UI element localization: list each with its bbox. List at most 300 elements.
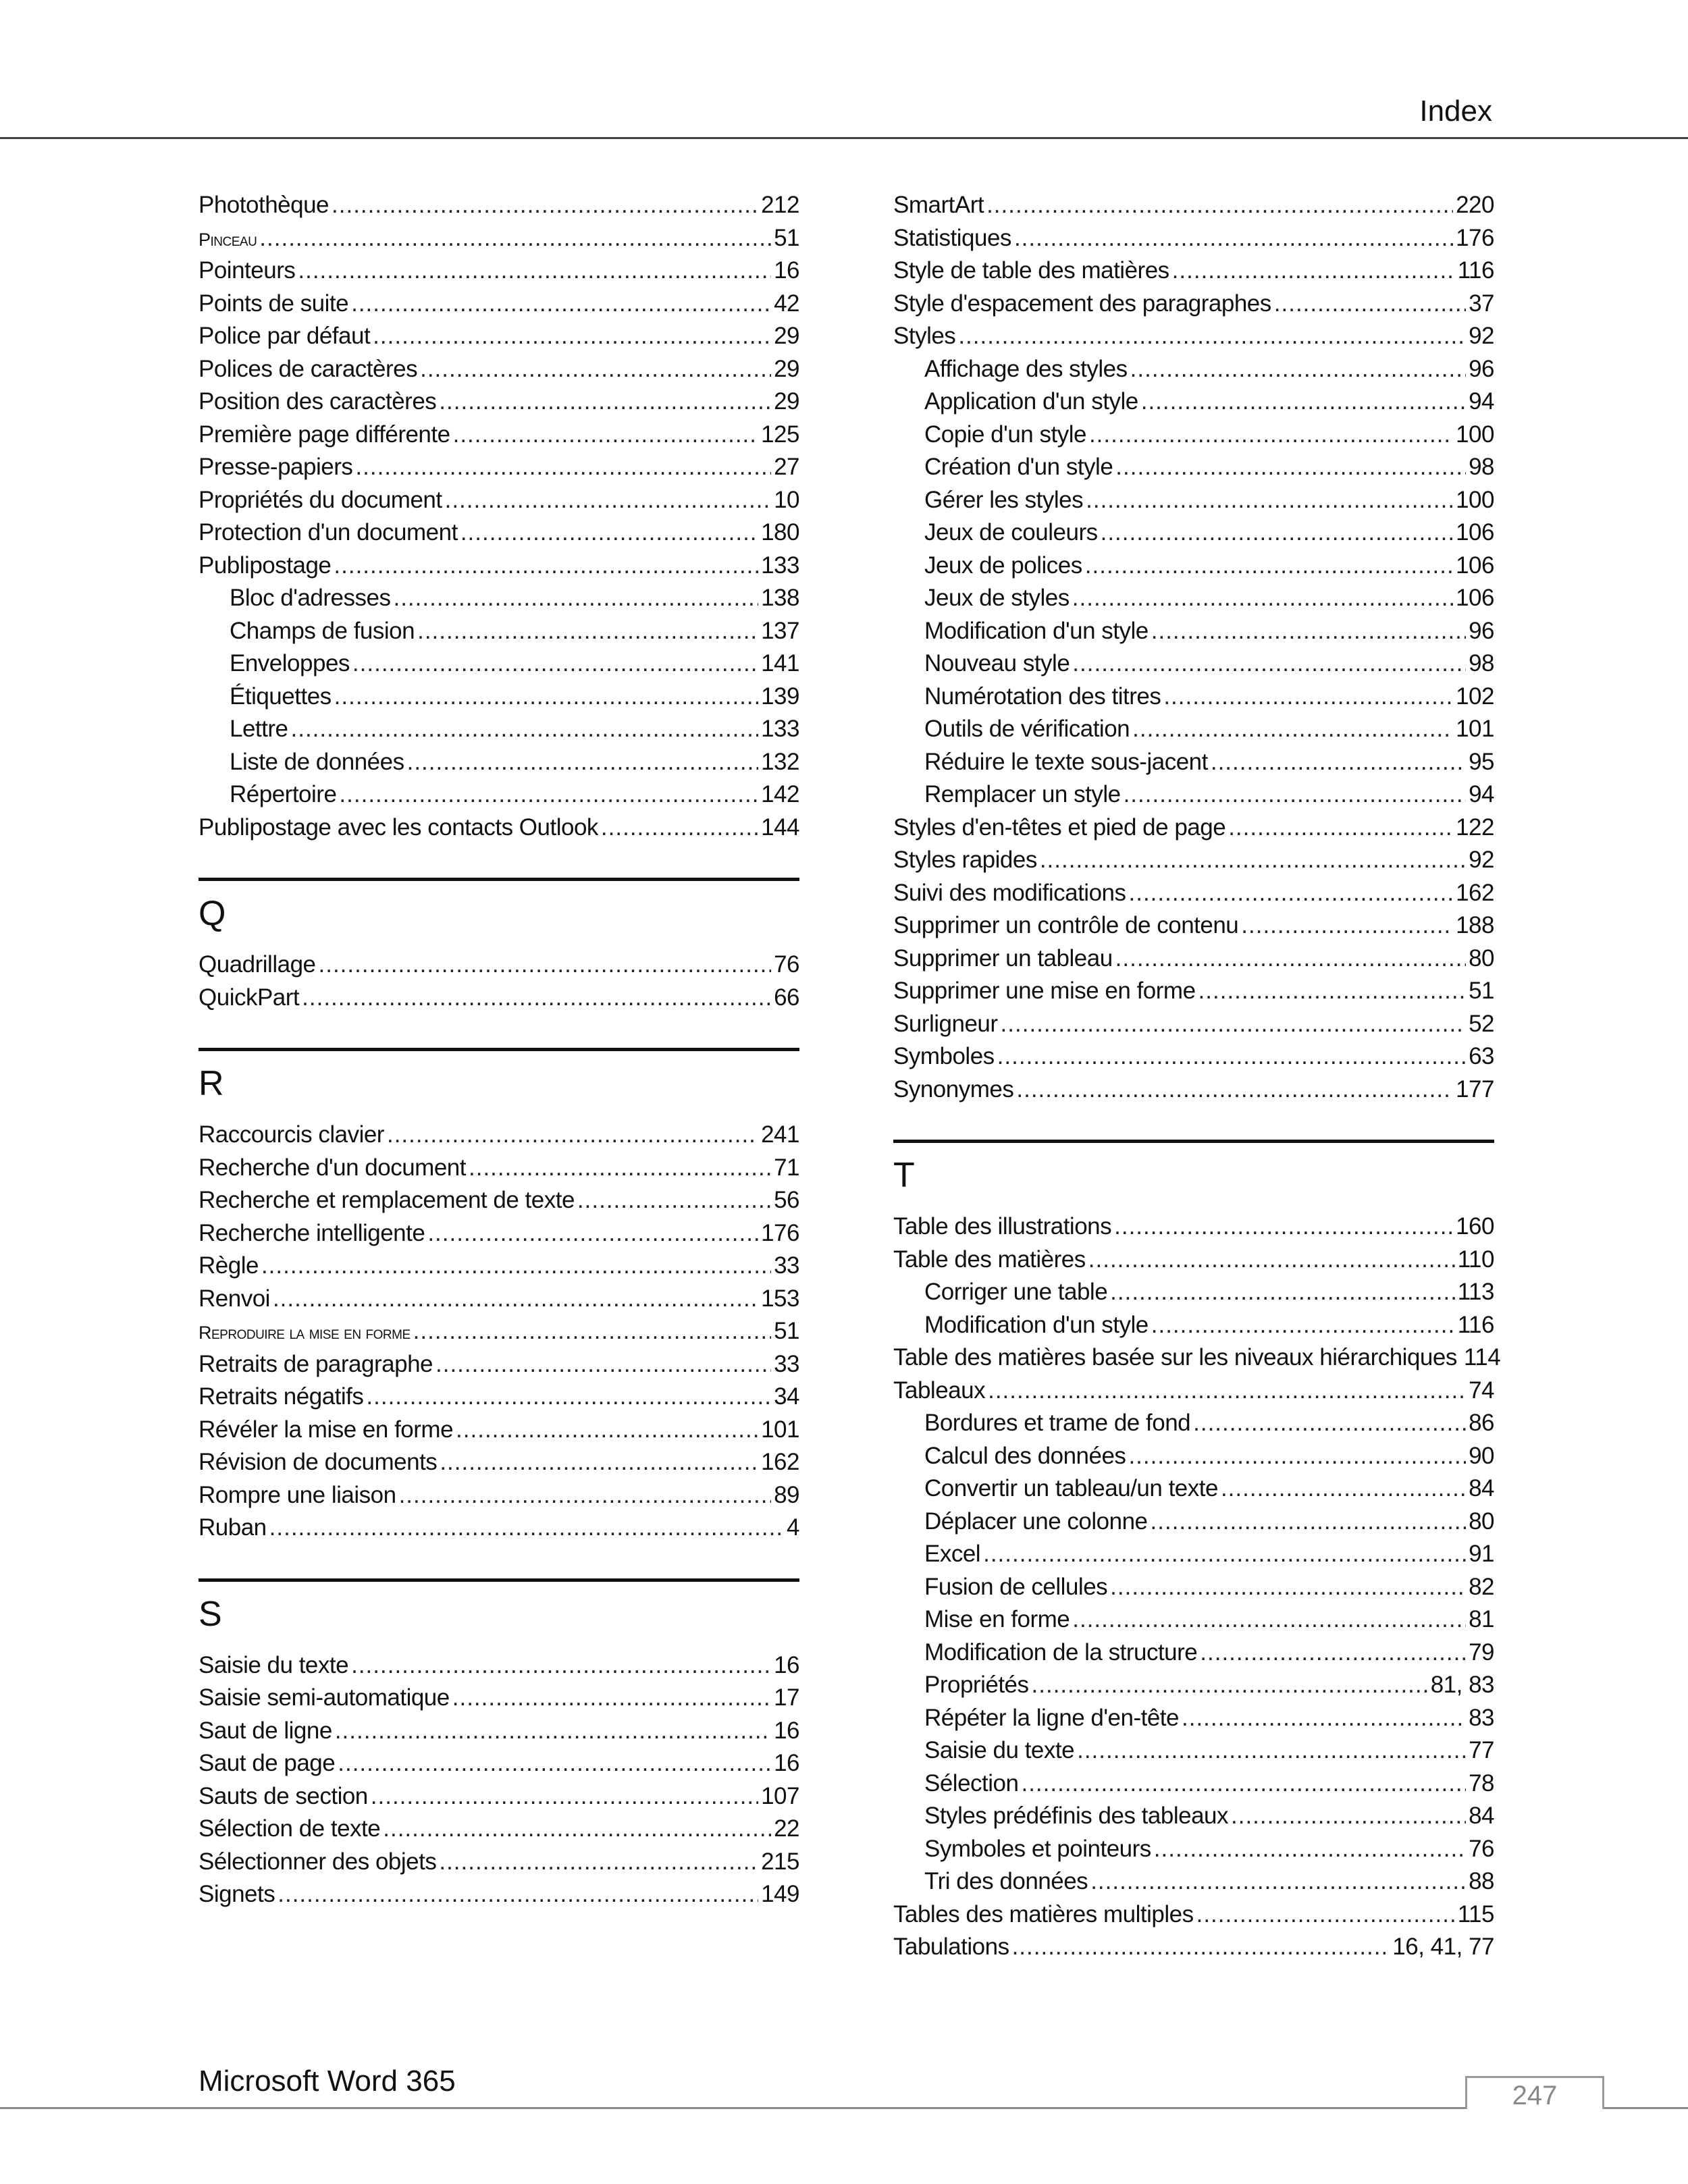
index-entry-page: 96 bbox=[1469, 355, 1494, 382]
index-entry-page: 212 bbox=[761, 192, 799, 218]
index-entry bbox=[199, 1318, 799, 1351]
index-section bbox=[893, 1140, 1501, 1967]
index-entry bbox=[893, 192, 1494, 225]
index-entry-page: 91 bbox=[1469, 1541, 1494, 1567]
index-entry-page: 133 bbox=[761, 552, 799, 579]
dot-leader bbox=[261, 1252, 771, 1279]
dot-leader bbox=[351, 1652, 771, 1679]
index-subentry bbox=[893, 1410, 1494, 1443]
dot-leader bbox=[986, 192, 1453, 219]
index-entry-page: 89 bbox=[774, 1481, 799, 1508]
dot-leader bbox=[439, 1848, 758, 1875]
index-entry-page: 160 bbox=[1456, 1213, 1494, 1240]
page-number: 247 bbox=[1465, 2076, 1604, 2109]
footer-rule bbox=[0, 2107, 1688, 2109]
index-subentry bbox=[893, 716, 1494, 749]
index-entry-page: 33 bbox=[774, 1252, 799, 1279]
index-entry bbox=[199, 552, 799, 585]
index-entry-page: 83 bbox=[1469, 1704, 1494, 1731]
dot-leader bbox=[351, 290, 771, 317]
index-entry-label: Recherche intelligente bbox=[199, 1219, 425, 1246]
index-entry bbox=[893, 912, 1494, 945]
index-entry bbox=[893, 1377, 1494, 1410]
index-entry-page: 77 bbox=[1469, 1737, 1494, 1763]
index-entry-label: Copie d'un style bbox=[924, 421, 1086, 448]
index-subentry bbox=[199, 683, 799, 716]
index-entry-page: 52 bbox=[1469, 1010, 1494, 1037]
index-entry-label: Modification d'un style bbox=[924, 1311, 1149, 1338]
index-entry bbox=[893, 880, 1494, 913]
index-entry-label: Déplacer une colonne bbox=[924, 1508, 1148, 1535]
index-entry-label: Propriétés bbox=[924, 1672, 1029, 1698]
index-entry-page: 79 bbox=[1469, 1639, 1494, 1666]
index-entry-page: 122 bbox=[1456, 814, 1494, 841]
index-subentry bbox=[199, 781, 799, 814]
index-entry-page: 42 bbox=[774, 290, 799, 317]
index-entry bbox=[199, 1652, 799, 1685]
dot-leader bbox=[1151, 618, 1466, 645]
index-entry-label: Saisie semi-automatique bbox=[199, 1684, 450, 1711]
index-entry bbox=[199, 1252, 799, 1285]
index-entry bbox=[199, 192, 799, 225]
dot-leader bbox=[1089, 421, 1453, 448]
dot-leader bbox=[366, 1383, 771, 1410]
index-entry-label: Style d'espacement des paragraphes bbox=[893, 290, 1271, 317]
index-entry-label: Jeux de couleurs bbox=[924, 519, 1098, 545]
index-entry bbox=[199, 356, 799, 389]
index-subentry bbox=[893, 487, 1494, 520]
dot-leader bbox=[302, 984, 771, 1011]
dot-leader bbox=[958, 323, 1466, 350]
index-entry-label: Surligneur bbox=[893, 1010, 998, 1037]
dot-leader bbox=[988, 1377, 1466, 1404]
index-entry-page: 115 bbox=[1457, 1900, 1494, 1927]
index-entry-label: Tables des matières multiples bbox=[893, 1900, 1194, 1927]
index-subentry bbox=[893, 454, 1494, 487]
dot-leader bbox=[1114, 1213, 1453, 1240]
index-entry-page: 107 bbox=[761, 1782, 799, 1809]
dot-leader bbox=[453, 421, 759, 448]
index-section bbox=[199, 1578, 799, 1914]
index-entry-label: Reproduire la mise en forme bbox=[199, 1323, 411, 1343]
header-rule bbox=[0, 137, 1688, 139]
index-entry-label: Révision de documents bbox=[199, 1449, 438, 1475]
index-entry bbox=[893, 978, 1494, 1011]
dot-leader bbox=[1221, 1475, 1466, 1502]
index-entry-page: 80 bbox=[1469, 1508, 1494, 1535]
dot-leader bbox=[1130, 356, 1466, 383]
dot-leader bbox=[1141, 388, 1466, 415]
index-entry-page: 162 bbox=[1456, 879, 1494, 906]
dot-leader bbox=[387, 1121, 758, 1148]
index-entry-page: 101 bbox=[761, 1416, 799, 1443]
index-entry-label: Enveloppes bbox=[230, 650, 350, 676]
index-entry bbox=[199, 951, 799, 984]
index-entry bbox=[199, 388, 799, 421]
index-entry-page: 141 bbox=[761, 650, 799, 676]
index-entry-label: Presse-papiers bbox=[199, 454, 353, 480]
dot-leader bbox=[393, 585, 758, 612]
index-entry-label: Nouveau style bbox=[924, 650, 1070, 676]
dot-leader bbox=[269, 1514, 784, 1541]
dot-leader bbox=[1128, 1443, 1466, 1470]
index-entry-page: 17 bbox=[774, 1684, 799, 1711]
index-entry-label: Retraits négatifs bbox=[199, 1383, 364, 1410]
dot-leader bbox=[983, 1541, 1466, 1568]
index-entry bbox=[199, 225, 799, 258]
index-column-left bbox=[199, 192, 799, 1914]
index-entry-label: Modification d'un style bbox=[924, 617, 1149, 644]
index-entry bbox=[199, 1154, 799, 1188]
index-entry-page: 29 bbox=[774, 355, 799, 382]
index-entry bbox=[199, 454, 799, 487]
index-entry-label: Modification de la structure bbox=[924, 1639, 1198, 1666]
index-section bbox=[199, 1048, 799, 1547]
index-entry bbox=[199, 1416, 799, 1449]
dot-leader bbox=[399, 1482, 772, 1509]
index-entry-label: Styles d'en-têtes et pied de page bbox=[893, 814, 1226, 841]
index-entry-label: Gérer les styles bbox=[924, 486, 1084, 513]
index-entry bbox=[199, 1220, 799, 1253]
index-entry bbox=[893, 290, 1494, 323]
index-entry-page: 22 bbox=[774, 1815, 799, 1842]
index-entry bbox=[893, 323, 1494, 356]
section-rule bbox=[199, 1048, 799, 1051]
index-entry-page: 27 bbox=[774, 454, 799, 480]
index-entry-label: Étiquettes bbox=[230, 683, 332, 710]
index-entry bbox=[893, 1344, 1501, 1377]
index-entry-label: Saut de page bbox=[199, 1750, 336, 1776]
index-subentry bbox=[199, 585, 799, 618]
dot-leader bbox=[1086, 487, 1453, 514]
index-entry bbox=[199, 421, 799, 454]
dot-leader bbox=[456, 1416, 758, 1443]
index-entry-page: 86 bbox=[1469, 1410, 1494, 1436]
index-entry-label: Convertir un tableau/un texte bbox=[924, 1475, 1218, 1501]
index-subentry bbox=[893, 421, 1494, 454]
index-entry-page: 16, 41, 77 bbox=[1392, 1934, 1494, 1960]
index-entry-page: 29 bbox=[774, 388, 799, 415]
index-entry-label: Jeux de polices bbox=[924, 552, 1082, 579]
index-subentry bbox=[893, 1475, 1494, 1508]
dot-leader bbox=[440, 1449, 758, 1476]
index-entry bbox=[893, 225, 1494, 258]
index-entry-label: Affichage des styles bbox=[924, 355, 1128, 382]
index-entry-page: 29 bbox=[774, 323, 799, 349]
index-entry-label: Répéter la ligne d'en-tête bbox=[924, 1704, 1179, 1731]
index-entry bbox=[199, 487, 799, 520]
index-entry-label: Protection d'un document bbox=[199, 519, 458, 545]
index-entry bbox=[199, 1717, 799, 1751]
index-entry-label: Mise en forme bbox=[924, 1606, 1070, 1632]
dot-leader bbox=[278, 1881, 758, 1908]
index-entry-page: 51 bbox=[774, 224, 799, 251]
dot-leader bbox=[291, 716, 759, 743]
index-subentry bbox=[893, 749, 1494, 782]
index-entry bbox=[199, 1482, 799, 1515]
index-entry-label: Publipostage avec les contacts Outlook bbox=[199, 814, 598, 841]
index-entry-label: Raccourcis clavier bbox=[199, 1121, 384, 1148]
index-entry-page: 241 bbox=[761, 1121, 799, 1148]
index-entry-label: Corriger une table bbox=[924, 1279, 1108, 1305]
index-entry-page: 102 bbox=[1456, 683, 1494, 710]
dot-leader bbox=[298, 257, 771, 284]
index-entry-label: Position des caractères bbox=[199, 388, 437, 415]
index-entry-page: 90 bbox=[1469, 1442, 1494, 1469]
index-entry-page: 100 bbox=[1456, 421, 1494, 448]
index-subentry bbox=[893, 1443, 1494, 1476]
index-entry-label: Bordures et trame de fond bbox=[924, 1410, 1191, 1436]
dot-leader bbox=[383, 1815, 771, 1842]
index-entry-label: Propriétés du document bbox=[199, 486, 442, 513]
index-entry-label: Styles prédéfinis des tableaux bbox=[924, 1803, 1228, 1829]
index-entry bbox=[199, 1187, 799, 1220]
index-entry-page: 16 bbox=[774, 1750, 799, 1776]
index-entry-page: 100 bbox=[1456, 486, 1494, 513]
dot-leader bbox=[1115, 454, 1466, 481]
index-entry-label: Calcul des données bbox=[924, 1442, 1126, 1469]
index-entry-page: 37 bbox=[1469, 290, 1494, 317]
index-entry-page: 56 bbox=[774, 1187, 799, 1213]
index-entry-label: Outils de vérification bbox=[924, 716, 1130, 742]
index-entry bbox=[199, 1121, 799, 1154]
index-entry-label: Tri des données bbox=[924, 1868, 1088, 1894]
index-entry-page: 176 bbox=[761, 1219, 799, 1246]
dot-leader bbox=[373, 323, 771, 350]
index-subentry bbox=[893, 618, 1494, 651]
index-entry-label: Renvoi bbox=[199, 1285, 270, 1312]
index-entry-label: Photothèque bbox=[199, 192, 329, 218]
index-subentry bbox=[893, 1508, 1494, 1541]
dot-leader bbox=[577, 1187, 771, 1214]
index-subentry bbox=[893, 781, 1494, 814]
index-entry-label: Styles bbox=[893, 323, 956, 349]
index-subentry bbox=[893, 519, 1494, 552]
index-entry-page: 180 bbox=[761, 519, 799, 545]
index-entry-label: Recherche et remplacement de texte bbox=[199, 1187, 575, 1213]
index-entry-page: 16 bbox=[774, 257, 799, 284]
index-entry bbox=[199, 1514, 799, 1547]
dot-leader bbox=[1228, 814, 1453, 841]
index-entry-page: 113 bbox=[1457, 1279, 1494, 1305]
dot-leader bbox=[319, 951, 772, 978]
index-entry-page: 137 bbox=[761, 617, 799, 644]
dot-leader bbox=[1040, 847, 1466, 874]
section-rule bbox=[893, 1140, 1494, 1143]
index-entry-page: 106 bbox=[1456, 585, 1494, 611]
index-subentry bbox=[893, 388, 1494, 421]
dot-leader bbox=[1090, 1868, 1466, 1895]
index-entry-page: 51 bbox=[774, 1318, 799, 1344]
index-subentry bbox=[893, 1770, 1494, 1803]
index-entry-page: 74 bbox=[1469, 1377, 1494, 1404]
index-entry-label: Champs de fusion bbox=[230, 617, 415, 644]
index-entry bbox=[199, 1449, 799, 1482]
index-entry-label: Sélectionner des objets bbox=[199, 1848, 437, 1875]
dot-leader bbox=[1172, 257, 1455, 284]
index-entry-label: Pinceau bbox=[199, 229, 257, 250]
dot-leader bbox=[273, 1285, 758, 1312]
dot-leader bbox=[1151, 1508, 1467, 1535]
index-entry bbox=[893, 847, 1494, 880]
index-entry bbox=[893, 1246, 1494, 1279]
index-entry-label: QuickPart bbox=[199, 984, 300, 1011]
index-entry-page: 10 bbox=[774, 486, 799, 513]
dot-leader bbox=[1110, 1574, 1466, 1601]
index-subentry bbox=[893, 1541, 1494, 1574]
dot-leader bbox=[1198, 978, 1467, 1005]
dot-leader bbox=[1129, 880, 1454, 907]
index-entry-label: Polices de caractères bbox=[199, 355, 418, 382]
index-entry-label: Numérotation des titres bbox=[924, 683, 1161, 710]
dot-leader bbox=[335, 1717, 771, 1744]
index-entry-page: 66 bbox=[774, 984, 799, 1011]
index-entry bbox=[199, 257, 799, 290]
section-letter: T bbox=[893, 1156, 915, 1195]
index-subentry bbox=[893, 1312, 1494, 1345]
index-entry bbox=[893, 1076, 1494, 1109]
index-entry-label: Retraits de paragraphe bbox=[199, 1350, 433, 1377]
index-entry-label: Suivi des modifications bbox=[893, 879, 1126, 906]
index-entry-page: 188 bbox=[1456, 912, 1494, 938]
index-entry-page: 78 bbox=[1469, 1769, 1494, 1796]
index-entry-page: 142 bbox=[761, 781, 799, 807]
index-entry-label: Table des matières bbox=[893, 1246, 1086, 1273]
dot-leader bbox=[1016, 1076, 1453, 1103]
index-entry-label: Saut de ligne bbox=[199, 1717, 332, 1744]
dot-leader bbox=[259, 225, 771, 252]
index-entry bbox=[893, 1901, 1494, 1934]
dot-leader bbox=[1231, 1803, 1466, 1830]
index-entry-label: Pointeurs bbox=[199, 257, 296, 284]
index-entry-label: Publipostage bbox=[199, 552, 332, 579]
index-subentry bbox=[199, 650, 799, 683]
index-entry-page: 33 bbox=[774, 1350, 799, 1377]
index-entry-label: Symboles bbox=[893, 1043, 995, 1069]
index-subentry bbox=[893, 1279, 1494, 1312]
dot-leader bbox=[352, 650, 758, 677]
index-entry-label: Synonymes bbox=[893, 1075, 1014, 1102]
index-entry-label: Règle bbox=[199, 1252, 259, 1279]
index-entry-label: Saisie du texte bbox=[199, 1651, 349, 1678]
dot-leader bbox=[1012, 1934, 1390, 1961]
index-entry-page: 34 bbox=[774, 1383, 799, 1410]
index-entry-page: 76 bbox=[1469, 1835, 1494, 1862]
dot-leader bbox=[1101, 519, 1453, 546]
index-entry-page: 51 bbox=[1469, 978, 1494, 1004]
dot-leader bbox=[1274, 290, 1466, 317]
index-entry-page: 138 bbox=[761, 585, 799, 611]
index-entry-page: 16 bbox=[774, 1717, 799, 1744]
dot-leader bbox=[1211, 749, 1466, 776]
index-subentry bbox=[893, 1803, 1494, 1836]
index-subentry bbox=[199, 618, 799, 651]
index-entry-page: 92 bbox=[1469, 323, 1494, 349]
dot-leader bbox=[436, 1351, 771, 1378]
index-entry-label: Styles rapides bbox=[893, 847, 1037, 873]
index-entry-page: 92 bbox=[1469, 847, 1494, 873]
dot-leader bbox=[407, 749, 758, 776]
index-entry-label: Bloc d'adresses bbox=[230, 585, 391, 611]
dot-leader bbox=[1193, 1410, 1466, 1437]
index-subentry bbox=[893, 1574, 1494, 1607]
dot-leader bbox=[1085, 552, 1453, 579]
index-entry-page: 80 bbox=[1469, 944, 1494, 971]
dot-leader bbox=[1021, 1770, 1466, 1797]
dot-leader bbox=[1110, 1279, 1455, 1306]
index-entry-label: Police par défaut bbox=[199, 323, 371, 349]
dot-leader bbox=[1001, 1011, 1467, 1038]
index-entry bbox=[199, 1750, 799, 1783]
index-entry-label: Supprimer un tableau bbox=[893, 944, 1113, 971]
index-subentry bbox=[893, 552, 1494, 585]
dot-leader bbox=[417, 618, 758, 645]
index-entry-page: 116 bbox=[1457, 1311, 1494, 1338]
dot-leader bbox=[427, 1220, 758, 1247]
index-entry-label: Fusion de cellules bbox=[924, 1573, 1108, 1600]
index-subentry bbox=[893, 683, 1494, 716]
index-entry bbox=[893, 257, 1494, 290]
index-entry-label: Statistiques bbox=[893, 224, 1011, 251]
dot-leader bbox=[1196, 1901, 1455, 1928]
index-entry bbox=[199, 519, 799, 552]
index-entry-page: 98 bbox=[1469, 650, 1494, 676]
index-entry-page: 176 bbox=[1456, 224, 1494, 251]
index-entry-label: Saisie du texte bbox=[924, 1737, 1075, 1763]
index-entry-page: 149 bbox=[761, 1881, 799, 1907]
index-entry-page: 84 bbox=[1469, 1803, 1494, 1829]
index-entry-page: 81 bbox=[1469, 1606, 1494, 1632]
index-entry-page: 106 bbox=[1456, 552, 1494, 579]
index-entry-page: 110 bbox=[1457, 1246, 1494, 1273]
index-entry-page: 101 bbox=[1456, 716, 1494, 742]
index-entry bbox=[199, 984, 799, 1017]
dot-leader bbox=[1163, 683, 1453, 710]
dot-leader bbox=[334, 552, 758, 579]
dot-leader bbox=[452, 1684, 771, 1711]
index-entry-page: 132 bbox=[761, 748, 799, 775]
index-entry-label: Supprimer une mise en forme bbox=[893, 978, 1196, 1004]
dot-leader bbox=[1200, 1639, 1466, 1666]
dot-leader bbox=[997, 1043, 1466, 1070]
index-entry bbox=[199, 1881, 799, 1914]
index-entry-label: Sélection bbox=[924, 1769, 1019, 1796]
index-entry-label: Sélection de texte bbox=[199, 1815, 381, 1842]
index-entry-page: 162 bbox=[761, 1449, 799, 1475]
dot-leader bbox=[420, 356, 771, 383]
index-entry-label: Tabulations bbox=[893, 1934, 1009, 1960]
index-entry-label: Tableaux bbox=[893, 1377, 986, 1404]
index-entry-label: Application d'un style bbox=[924, 388, 1138, 415]
dot-leader bbox=[1182, 1705, 1466, 1732]
index-entry bbox=[199, 1783, 799, 1816]
index-entry bbox=[893, 814, 1494, 847]
dot-leader bbox=[334, 683, 758, 710]
index-entry-page: 16 bbox=[774, 1651, 799, 1678]
dot-leader bbox=[469, 1154, 771, 1181]
dot-leader bbox=[1072, 650, 1466, 677]
section-letter: Q bbox=[199, 894, 226, 933]
dot-leader bbox=[1115, 945, 1466, 972]
index-entry-label: Lettre bbox=[230, 716, 288, 742]
index-entry-label: Première page différente bbox=[199, 421, 450, 448]
index-entry bbox=[199, 1684, 799, 1717]
index-entry-label: Excel bbox=[924, 1541, 981, 1567]
index-entry-label: Révéler la mise en forme bbox=[199, 1416, 454, 1443]
index-entry-label: Signets bbox=[199, 1881, 275, 1907]
index-subentry bbox=[893, 1639, 1494, 1672]
dot-leader bbox=[445, 487, 771, 514]
